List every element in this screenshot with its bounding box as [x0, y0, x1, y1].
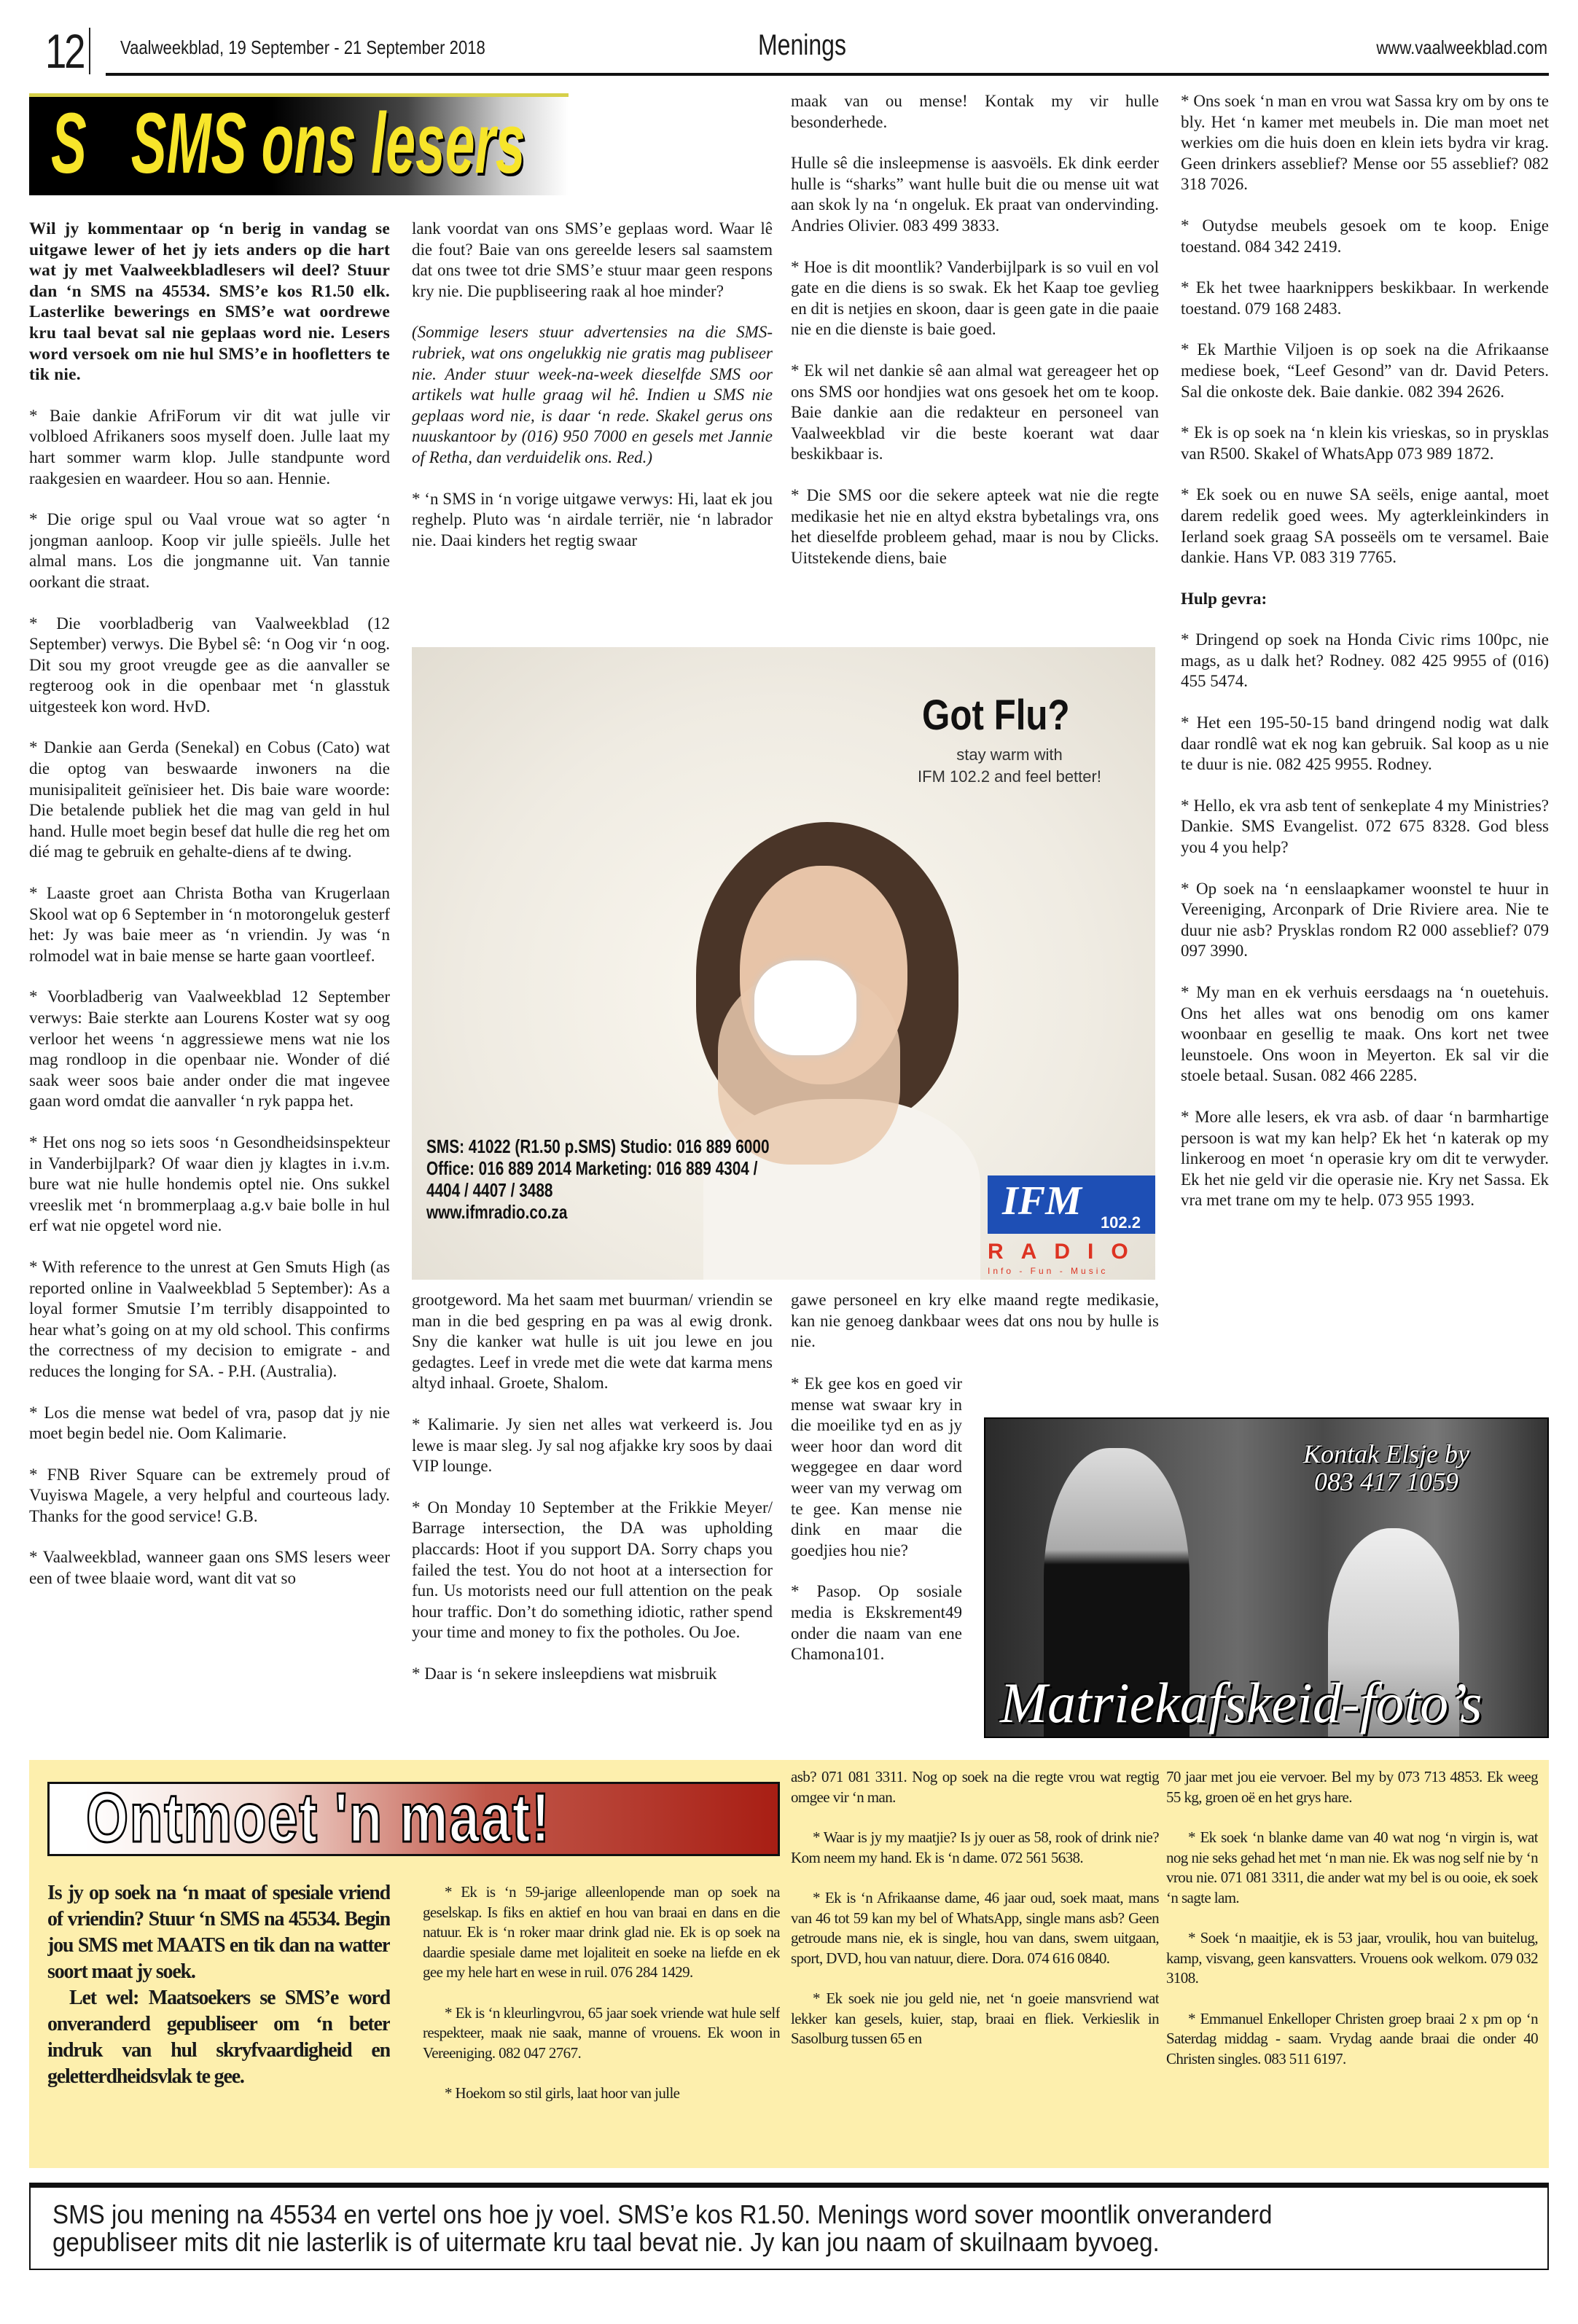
column-3-top [791, 91, 1159, 645]
ad-phone: 083 417 1059 [1314, 1467, 1458, 1496]
ad-subline: IFM 102.2 and feel better! [918, 767, 1101, 786]
ad-website: www.ifmradio.co.za [426, 1201, 568, 1223]
sms-item: (Sommige lesers stuur advertensies na die SMS-rubriek, wat ons ongelukkig nie gratis mag publiseer nie. Ander stuur week-na-week dieselfde SMS oor artikels wat hulle graag wil hê. Indien u SMS nie geplaas word nie, is daar ‘n rede. Skakel gerus ons nuuskantoor by (016) 950 7000 en gesels met Jannie of Retha, dan verduidelik ons. Red.) [412, 323, 773, 466]
sms-item: Is jy op soek na ‘n maat of spesiale vriend of vriendin? Stuur ‘n SMS na 45534. Begin jou SMS met MAATS en tik dan na watter soort maat jy soek. [47, 1882, 390, 1983]
ad-headline: Got Flu? [922, 692, 1070, 739]
sms-item: maak van ou mense! Kontak my vir hulle besonderhede. [791, 92, 1159, 131]
sms-item: * Dankie aan Gerda (Senekal) en Cobus (Cato) wat die optog van beswaarde inwoners na die munisipaliteit geïnisieer het. Dis baie ware woorde: Die betalende publiek het die mag van geld in hul hand. Hulle moet begin besef dat hulle die reg het om dié mag te gebruik en gehalte-diens af te dwing. [29, 738, 390, 861]
sms-item: * Emmanuel Enkelloper Christen groep braai 2 x pm op ‘n Saterdag middag - saam. Vrydag aande braai die onder 40 Christen singles. 083 511 6197. [1166, 2009, 1538, 2067]
sms-item: * Hello, ek vra asb tent of senkeplate 4 my Ministries? Dankie. SMS Evangelist. 072 675 8328. God bless you 4 you help? [1181, 796, 1549, 857]
help-heading: Hulp gevra: [1181, 589, 1268, 608]
ad-contact [426, 1135, 770, 1223]
ifm-radio-advert[interactable] [412, 647, 1155, 1280]
sms-item: * Ek wil net dankie sê aan almal wat gereageer het op ons SMS oor hondjies wat ons gesoek het om te koop. Baie dankie aan die redakteur en personeel van Vaalweekblad vir die beste koerant wat daar beskikbaar is. [791, 361, 1159, 463]
publication-date: Vaalweekblad, 19 September - 21 September 2018 [120, 36, 485, 58]
sms-item: * Die voorbladberig van Vaalweekblad (12 September) verwys. Die Bybel sê: ‘n Oog vir ‘n oog. Dit sou my groot vreugde gee as die aanvaller se regteroog ook in die openbaar met ‘n glasstuk uitgesteek kon word. HvD. [29, 614, 390, 716]
ad-title: Matriekafskeid-foto’s [1000, 1671, 1483, 1734]
sms-info-footer [29, 2183, 1549, 2270]
maats-intro [47, 1880, 390, 2157]
sms-item: * Ek Marthie Viljoen is op soek na die Afrikaanse mediese boek, “Leef Gesond” van dr. David Peters. Sal die onkoste dek. Baie dankie. 082 394 2626. [1181, 340, 1549, 401]
sms-item: Wil jy kommentaar op ‘n berig in vandag se uitgawe lewer of het jy iets anders op die hart wat jy met Vaalweekbladlesers wil deel? Stuur dan ‘n SMS na 45534. SMS’e kos R1.50 elk. Lasterlike bewerings en SMS’e wat oordrewe kru taal bevat sal nie geplaas word nie. Lesers word versoek om nie hul SMS’e in hoofletters te tik nie. [29, 219, 390, 385]
sms-item: * Hoekom so stil girls, laat hoor van julle [445, 2084, 680, 2102]
ad-subline: stay warm with [956, 746, 1063, 764]
ifm-logo [988, 1175, 1155, 1280]
footer-line: gepubliseer mits dit nie lasterlik is of uitermate kru taal bevat nie. Jy kan jou naam of skuilnaam byvoeg. [52, 2227, 1160, 2257]
sms-item: gawe personeel en kry elke maand regte medikasie, kan nie genoeg dankbaar wees dat ons nou by hulle is nie. [791, 1291, 1159, 1351]
sms-item: * Voorbladberig van Vaalweekblad 12 September verwys: Baie sterkte aan Lourens Koster wat sy oog verloor het weens ‘n aggressiewe mens wat nie los mag rondloop in die openbaar nie. Wonder of dié saak weer soos baie ander onder die mat ingevee gaan word omdat die aanvaller ‘n ryk pappa het. [29, 987, 390, 1111]
sms-item: Hulle sê die insleepmense is aasvoëls. Ek dink eerder hulle is “sharks” want hulle buit die ou mense uit wat aan skok ly na ‘n ongeluk. Ek praat van ondervinding. Andries Olivier. 083 499 3833. [791, 154, 1159, 235]
ad-photo-tissue [754, 960, 856, 1055]
sms-item: * Pasop. Op sosiale media is Ekskrement49 onder die naam van ene Chamona101. [791, 1582, 962, 1664]
sms-banner-title: S SMS ons lesers [51, 95, 526, 192]
ad-contact-line: SMS: 41022 (R1.50 p.SMS) Studio: 016 889 6000 [426, 1135, 770, 1157]
sms-item: * Ek gee kos en goed vir mense wat swaar kry in die moeilike tyd en as jy weer hoor dan word dit weggegee en daar word weer van my verwag om te gee. Kan mense nie dink en maar die goedjies hou nie? [791, 1374, 962, 1560]
sms-item: * Die orige spul ou Vaal vroue wat so agter ‘n jongman aanloop. Koop vir julle spieëls. Julle het almal mans. Los die jongmanne uit. Van tannie oorkant die straat. [29, 510, 390, 591]
sms-item: * Dringend op soek na Honda Civic rims 100pc, nie mags, as u dalk het? Rodney. 082 425 9955 of (016) 455 5474. [1181, 630, 1549, 691]
sms-item: * With reference to the unrest at Gen Smuts High (as reported online in Vaalweekblad 5 September): As a loyal former Smutsie I’m terribly disappointed to hear what’s going on at my old school. This confirms the correctness of my decision to emigrate - and reduces the longing for SA. - P.H. (Australia). [29, 1257, 390, 1380]
sms-item: * Het ons nog so iets soos ‘n Gesondheidsinspekteur in Vanderbijlpark? Of waar dien jy klagtes in i.v.m. bure wat nie hulle hondemis optel nie. Ons sukkel vreeslik met ‘n brommerplaag a.g.v baie bolle in hul erf wat nie opgetel word nie. [29, 1132, 390, 1235]
column-4-items [1181, 91, 1549, 568]
sms-item: asb? 071 081 3311. Nog op soek na die regte vrou wat regtig omgee vir ‘n man. [791, 1768, 1159, 1806]
sms-item: * FNB River Square can be extremely proud of Vuyiswa Magele, a very helpful and courteous lady. Thanks for the good service! G.B. [29, 1465, 390, 1525]
column-2-top [412, 219, 773, 598]
column-1 [29, 219, 390, 1738]
maats-banner [47, 1782, 780, 1856]
sms-item: * ‘n SMS in ‘n vorige uitgawe verwys: Hi, laat ek jou reghelp. Pluto was ‘n airdale terriër, nie ‘n labrador nie. Daai kinders het regtig swaar [412, 489, 773, 549]
sms-item: * Ek is ‘n kleurlingvrou, 65 jaar soek vriende wat hule self respekteer, maak nie saak, manne of vrouens. Ek woon in Vereeniging. 082 047 2767. [423, 2003, 780, 2062]
sms-item: * Het een 195-50-15 band dringend nodig wat dalk daar rondlê wat ek nog kan gebruik. Sal koop as u nie te duur is nie. 082 425 9955. Rodney. [1181, 713, 1549, 774]
sms-item: * Daar is ‘n sekere insleepdiens wat misbruik [412, 1664, 717, 1683]
maats-column-3 [791, 1767, 1159, 2164]
section-title: Menings [758, 29, 846, 61]
matric-photo-advert[interactable] [984, 1417, 1549, 1738]
sms-item: * Die SMS oor die sekere apteek wat nie die regte medikasie het nie en altyd ekstra bybetalings vra, ons het dieselfde probleem gehad, maar is nou by Clicks. Uitstekende diens, baie [791, 485, 1159, 567]
sms-item: 70 jaar met jou eie vervoer. Bel my by 073 713 4853. Ek weeg 55 kg, groen oë en het grys hare. [1166, 1768, 1538, 1806]
ad-contact: Kontak Elsje by [1303, 1439, 1469, 1468]
sms-item: * Ek is op soek na ‘n klein kis vrieskas, so in prysklas van R500. Skakel of WhatsApp 073 989 1872. [1181, 423, 1549, 463]
sms-item: * Ons soek ‘n man en vrou wat Sassa kry om by ons te bly. Het ‘n kamer met meubels in. Die man moet net werkies om die huis doen en klein iets bydra vir krag. Geen drinkers asseblief? Mense oor 55 asseblief? 082 318 7026. [1181, 92, 1549, 194]
sms-item: * Baie dankie AfriForum vir dit wat julle vir volbloed Afrikaners soos myself doen. Julle laat my hart sommer warm klop. Julle standpunte word raakgesien en waardeer. Hou so aan. Hennie. [29, 406, 390, 488]
column-3-bottom [791, 1290, 1159, 1355]
sms-item: * Laaste groet aan Christa Botha van Krugerlaan Skool wat op 6 September in ‘n motorongeluk gesterf het: Jy was baie meer as ‘n vriendin. Jy was ‘n rolmodel wat in baie mense se harte gaan voortleef. [29, 884, 390, 965]
sms-item: * More alle lesers, ek vra asb. of daar ‘n barmhartige persoon is wat my kan help? Ek het ‘n katerak op my linkeroog en moet ‘n operasie kry om dit te verwyder. Ek het nie geld vir die operasie nie. Kry net Sassa. Ek vra met trane om my te help. 073 955 1993. [1181, 1107, 1549, 1210]
maats-title: Ontmoet 'n maat! [86, 1782, 551, 1856]
sms-item: * Ek soek nie jou geld nie, net ‘n goeie mansvriend wat lekker kan gesels, kuier, stap, braai en fliek. Verkieslik in Sasolburg tussen 65 en [791, 1990, 1159, 2047]
sms-item: * Ek is ‘n 59-jarige alleenlopende man op soek na geselskap. Is fiks en aktief en hou van braai en dans en die natuur. Ek is ‘n roker maar drink glad nie. Ek is op soek na daardie spesiale dame met lojaliteit en soeke na liefde en ek gee my hele hart en wese in ruil. 076 284 1429. [423, 1883, 780, 1981]
sms-item: * Hoe is dit moontlik? Vanderbijlpark is so vuil en vol gate en die diens is so swak. Ek het Kaap toe gevlieg en dit is netjies en skoon, daar is geen gate in die paaie nie en die dienste is baie goed. [791, 257, 1159, 339]
header-rule [106, 73, 1549, 76]
sms-item: * Outydse meubels gesoek om te koop. Enige toestand. 084 342 2419. [1181, 216, 1549, 256]
ad-contact-line: 4404 / 4407 / 3488 [426, 1179, 553, 1201]
logo-frequency: 102.2 [1100, 1213, 1141, 1232]
sms-item: * Op soek na ‘n eenslaapkamer woonstel te huur in Vereeniging, Arconpark of Drie Riviere area. Nie te duur nie asb? Prysklas rondom R2 000 asseblief? 079 097 3990. [1181, 879, 1549, 960]
column-4 [1181, 91, 1549, 1396]
logo-name: IFM [988, 1175, 1155, 1234]
sms-item: * Ek soek ou en nuwe SA seëls, enige aantal, moet darem redelik goed wees. My agterkleinkinders in Ierland soek graag SA posseëls om te versamel. Baie dankie. Hans VP. 083 319 7765. [1181, 485, 1549, 567]
sms-item: * Ek het twee haarknippers beskikbaar. In werkende toestand. 079 168 2483. [1181, 278, 1549, 318]
sms-item: Let wel: Maatsoekers se SMS’e word onveranderd gepubliseer om ‘n beter indruk van hul skryfvaardigheid en geletterdheidsvlak te gee. [47, 1987, 390, 2088]
column-2-bottom [412, 1290, 773, 1738]
sms-item: * Vaalweekblad, wanneer gaan ons SMS lesers weer een of twee blaaie word, want dit vat so [29, 1548, 390, 1588]
sms-item: * My man en ek verhuis eersdaags na ‘n ouetehuis. Ons het alles wat ons benodig om ons kamer woonbaar en gesellig te maak. Ons kort net twee leunstoele. Ons woon in Meyerton. Ek sal vir die stoele betaal. Susan. 082 466 2285. [1181, 983, 1549, 1085]
page-number: 12 [45, 24, 84, 78]
sms-item: * Soek ‘n maaitjie, ek is 53 jaar, vroulik, hou van buitelug, kamp, visvang, geen kansvatters. Vrouens ook welkom. 079 032 3108. [1166, 1929, 1538, 1987]
website-link[interactable]: www.vaalweekblad.com [1376, 36, 1547, 58]
sms-banner [29, 93, 569, 195]
maats-column-2 [423, 1882, 780, 2163]
ad-contact-line: Office: 016 889 2014 Marketing: 016 889 4304 / [426, 1157, 758, 1179]
help-items [1181, 630, 1549, 1211]
column-3-narrow [791, 1374, 962, 1738]
sms-item: * On Monday 10 September at the Frikkie Meyer/ Barrage intersection, the DA was upholding placcards: Hoot if you support DA. Sorry chaps you failed the test. You do not hoot at a intersection for fun. Us motorists need our full attention on the peak hour traffic. Don’t do something idiotic, rather spend your time and money to fix the potholes. Ou Joe. [412, 1498, 773, 1642]
logo-tagline: Info - Fun - Music [988, 1266, 1109, 1276]
maats-column-4 [1166, 1767, 1538, 2164]
sms-item: * Los die mense wat bedel of vra, pasop dat jy nie moet begin bedel nie. Oom Kalimarie. [29, 1403, 390, 1443]
sms-item: * Waar is jy my maatjie? Is jy ouer as 58, rook of drink nie? Kom neem my hand. Ek is ‘n dame. 072 561 5638. [791, 1828, 1159, 1866]
sms-item: grootgeword. Ma het saam met buurman/ vriendin se man in die bed gespring en pa was al ewig dronk. Sny die kanker wat hulle is uit jou lewe en jou gedagtes. Leef in vrede met die wete dat karma mens altyd inhaal. Groete, Shalom. [412, 1291, 773, 1393]
footer-line: SMS jou mening na 45534 en vertel ons hoe jy voel. SMS’e kos R1.50. Menings word sover moontlik onveranderd [52, 2199, 1273, 2229]
header-divider [89, 28, 90, 74]
sms-item: * Ek is ‘n Afrikaanse dame, 46 jaar oud, soek maat, mans van 46 tot 59 kan my bel of WhatsApp, single mans asb? Geen getroude mans nie, ek is single, hou van dans, swem uitgaan, sport, DVD, hou van natuur, diere. Dora. 074 616 0840. [791, 1889, 1159, 1967]
logo-radio: RADIO [988, 1240, 1146, 1264]
sms-item: * Kalimarie. Jy sien net alles wat verkeerd is. Jou lewe is maar sleg. Jy sal nog afjakke kry soos by daai VIP lounge. [412, 1415, 773, 1476]
sms-item: lank voordat van ons SMS’e geplaas word. Waar lê die fout? Baie van ons gereelde lesers sal saamstem dat ons twee tot drie SMS’e stuur maar geen respons kry nie. Die pupbliseering raak al hoe minder? [412, 219, 773, 300]
sms-item: * Ek soek ‘n blanke dame van 40 wat nog ‘n virgin is, wat nog nie seks gehad het met ‘n man nie. Ek was nog self nie by ‘n vrou nie. 071 081 3311, die ander wat my bel is ou ooie, ek soek ‘n sagte lam. [1166, 1828, 1538, 1906]
